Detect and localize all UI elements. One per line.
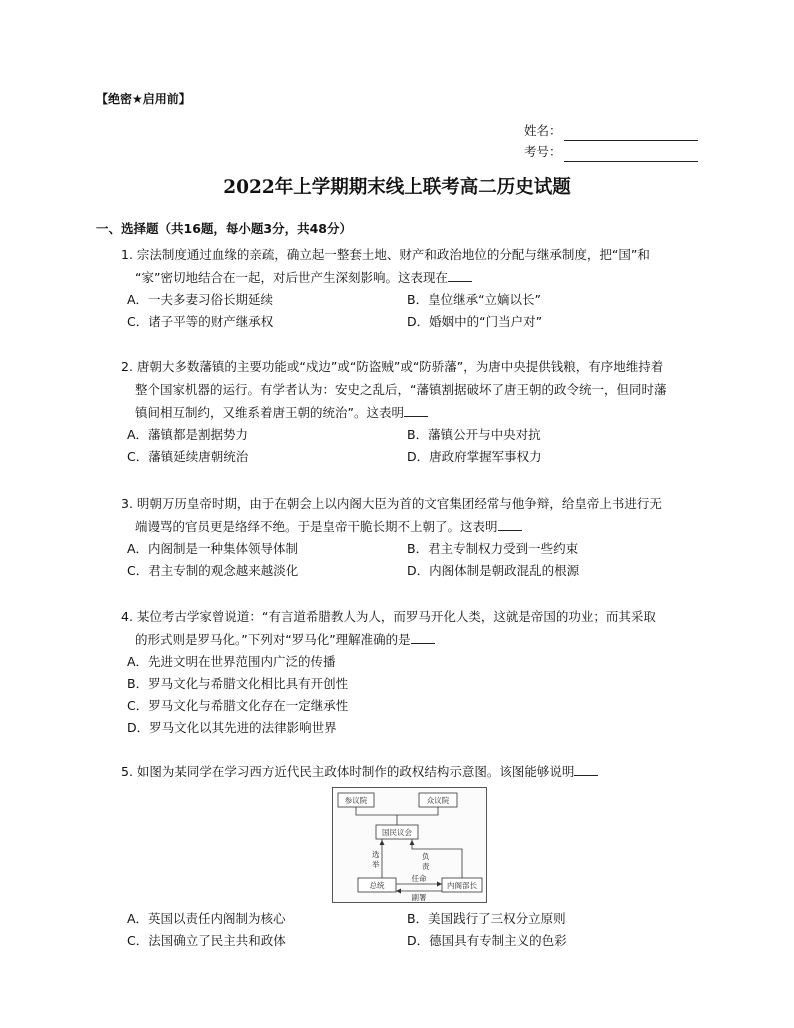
option-d[interactable]: D．唐政府掌握军事权力 <box>407 449 542 464</box>
question-number: 3. <box>121 496 133 511</box>
option-b[interactable]: B．皇位继承“立嫡以长” <box>407 292 542 307</box>
option-b[interactable]: B．君主专制权力受到一些约束 <box>407 541 579 556</box>
question-number: 4. <box>121 609 133 624</box>
question-stem: 2. 唐朝大多数藩镇的主要功能或“戍边”或“防盗贼”或“防骄藩”，为唐中央提供钱粮，有序地维持着 整个国家机器的运行。有学者认为：安史之乱后，“藩镇割据破坏了唐王朝的政令统一，但同时藩 镇间相互制约，又维系着唐王朝的统治”。这表明 <box>121 359 667 420</box>
option-b[interactable]: B．罗马文化与希腊文化相比具有开创性 <box>127 676 349 691</box>
student-info-fields <box>524 120 698 162</box>
option-a[interactable]: A．英国以责任内阁制为核心 <box>127 911 286 926</box>
section-heading: 一、选择题（共16题，每小题3分，共48分） <box>96 221 352 236</box>
option-c[interactable]: C．罗马文化与希腊文化存在一定继承性 <box>127 698 349 713</box>
option-c[interactable]: C．藩镇延续唐朝统治 <box>127 449 249 464</box>
senate-label: 参议院 <box>344 796 368 805</box>
question-4 <box>121 605 709 739</box>
house-label: 众议院 <box>426 796 450 805</box>
option-d[interactable]: D．罗马文化以其先进的法律影响世界 <box>127 720 337 735</box>
answer-blank <box>411 631 435 644</box>
appoint-label: 任命 <box>411 874 427 883</box>
option-c[interactable]: C．诸子平等的财产继承权 <box>127 314 274 329</box>
question-1 <box>121 243 709 333</box>
options <box>121 289 709 333</box>
confidential-label: 【绝密★启用前】 <box>96 92 191 106</box>
elect-label-2: 举 <box>372 860 380 869</box>
question-2 <box>121 355 709 468</box>
responsible-label-1: 负 <box>422 852 430 861</box>
option-b[interactable]: B．藩镇公开与中央对抗 <box>407 427 541 442</box>
option-d[interactable]: D．婚姻中的“门当户对” <box>407 314 543 329</box>
option-a[interactable]: A．藩镇都是割据势力 <box>127 427 249 442</box>
answer-blank <box>404 404 428 417</box>
option-c[interactable]: C．法国确立了民主共和政体 <box>127 933 286 948</box>
question-number: 2. <box>121 359 133 374</box>
answer-blank <box>498 518 522 531</box>
question-5-options <box>121 908 709 952</box>
answer-blank <box>574 763 598 776</box>
exam-number-input-line[interactable] <box>564 148 698 162</box>
option-d[interactable]: D．德国具有专制主义的色彩 <box>407 933 567 948</box>
question-number: 5. <box>121 764 133 779</box>
option-a[interactable]: A．内阁制是一种集体领导体制 <box>127 541 299 556</box>
responsible-label-2: 责 <box>422 862 430 871</box>
name-input-line[interactable] <box>564 127 698 141</box>
question-stem: 1. 宗法制度通过血缘的亲疏，确立起一整套土地、财产和政治地位的分配与继承制度，把“国”和 “家”密切地结合在一起，对后世产生深刻影响。这表现在 <box>121 247 650 285</box>
national-assembly-label: 国民议会 <box>382 828 412 837</box>
exam-number-label: 考号： <box>524 144 562 159</box>
options <box>121 424 709 468</box>
question-stem: 5. 如图为某同学在学习西方近代民主政体时制作的政权结构示意图。该图能够说明 <box>121 760 709 783</box>
name-label: 姓名： <box>524 123 562 138</box>
question-stem: 4. 某位考古学家曾说道：“有言道希腊教人为人，而罗马开化人类，这就是帝国的功业；而其采取 的形式则是罗马化。”下列对“罗马化”理解准确的是 <box>121 609 656 647</box>
answer-blank <box>448 269 472 282</box>
government-structure-diagram <box>332 787 487 903</box>
option-a[interactable]: A．一夫多妻习俗长期延续 <box>127 292 274 307</box>
exam-number-field-row <box>524 141 698 162</box>
option-a[interactable]: A．先进文明在世界范围内广泛的传播 <box>127 654 336 669</box>
option-d[interactable]: D．内阁体制是朝政混乱的根源 <box>407 563 580 578</box>
exam-title: 2022年上学期期末线上联考高二历史试题 <box>223 177 571 198</box>
president-label: 总统 <box>369 881 385 890</box>
option-c[interactable]: C．君主专制的观念越来越淡化 <box>127 563 299 578</box>
option-b[interactable]: B．美国践行了三权分立原则 <box>407 911 566 926</box>
options <box>121 651 709 739</box>
options <box>121 908 709 952</box>
question-number: 1. <box>121 247 133 262</box>
question-3 <box>121 492 709 582</box>
question-stem: 3. 明朝万历皇帝时期，由于在朝会上以内阁大臣为首的文官集团经常与他争辩，给皇帝上书进行无 端谩骂的官员更是络绎不绝。于是皇帝干脆长期不上朝了。这表明 <box>121 496 662 534</box>
options <box>121 538 709 582</box>
cabinet-label: 内阁部长 <box>447 881 477 890</box>
question-5 <box>121 760 709 783</box>
name-field-row <box>524 120 698 141</box>
elect-label-1: 选 <box>372 850 380 859</box>
countersign-label: 副署 <box>411 893 427 902</box>
